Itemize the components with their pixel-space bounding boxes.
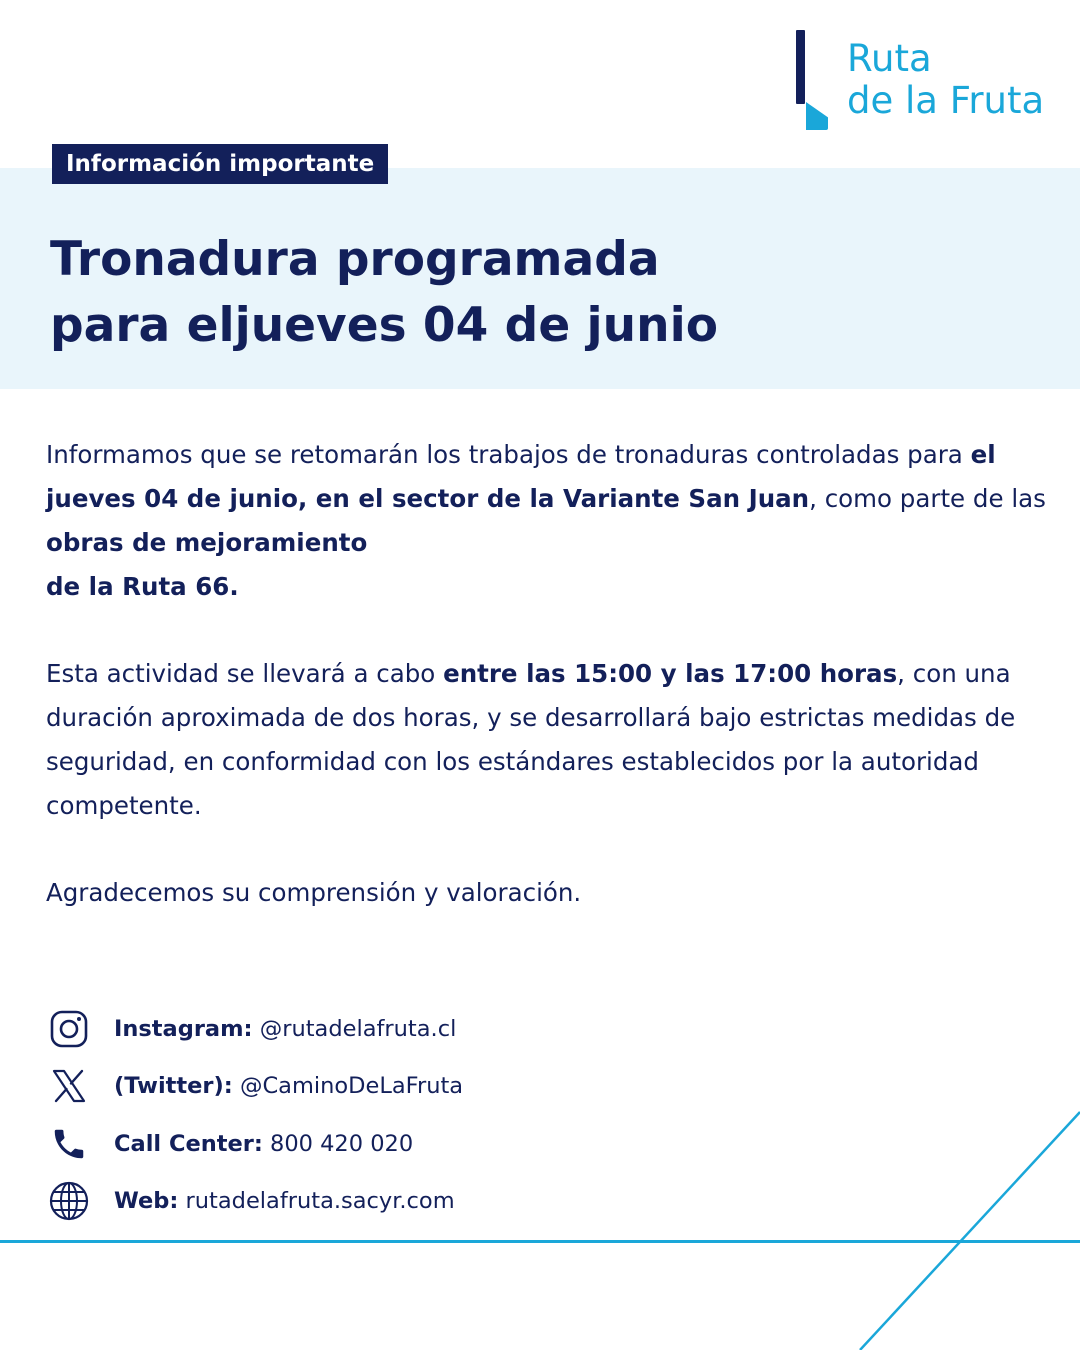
- logo-mark-bottom: [806, 102, 828, 130]
- p2-text-2: , con una duración aproximada de dos horas, y se desarrollará bajo estrictas medidas de seguridad, en conformidad con los estándares establecidos por la autoridad competente.: [46, 659, 1016, 820]
- contact-value: @CaminoDeLaFruta: [232, 1073, 464, 1100]
- x-twitter-icon: [46, 1063, 92, 1109]
- globe-icon: [46, 1178, 92, 1224]
- contact-label: Instagram:: [114, 1015, 253, 1042]
- announcement-body: [46, 433, 1046, 958]
- brand-logo: [792, 30, 1052, 130]
- contact-value: rutadelafruta.sacyr.com: [178, 1188, 455, 1215]
- paragraph-2: [46, 652, 1046, 828]
- contact-instagram-text: [114, 1016, 456, 1042]
- logo-mark-top: [796, 30, 805, 104]
- contact-label: Call Center:: [114, 1130, 263, 1157]
- p1-bold-3: de la Ruta 66.: [46, 572, 239, 601]
- contact-value: @rutadelafruta.cl: [252, 1015, 457, 1042]
- logo-line-2: de la Fruta: [847, 79, 1045, 122]
- title-line-1: Tronadura programada: [50, 232, 660, 287]
- horizontal-accent-line: [0, 1240, 1080, 1243]
- contact-twitter-text: [114, 1073, 463, 1099]
- p1-text-2: , como parte de las: [809, 484, 1046, 513]
- p1-bold-1: el jueves 04 de junio, en el sector de la Variante San Juan: [46, 440, 996, 513]
- p1-text-1: Informamos que se retomarán los trabajos de tronaduras controladas para: [46, 440, 971, 469]
- contact-list: [46, 1000, 746, 1230]
- contact-web-text: [114, 1188, 455, 1214]
- important-info-tag: Información importante: [52, 144, 388, 184]
- contact-web[interactable]: [46, 1173, 746, 1231]
- contact-instagram[interactable]: [46, 1000, 746, 1058]
- logo-line-1: Ruta: [847, 37, 932, 80]
- paragraph-1: [46, 433, 1046, 609]
- contact-call-center[interactable]: [46, 1115, 746, 1173]
- p1-bold-2: obras de mejoramiento: [46, 528, 368, 557]
- contact-twitter[interactable]: [46, 1058, 746, 1116]
- contact-value: 800 420 020: [262, 1130, 414, 1157]
- contact-call-center-text: [114, 1131, 413, 1157]
- instagram-icon: [46, 1006, 92, 1052]
- contact-label: Web:: [114, 1188, 179, 1215]
- logo-text: [847, 38, 1044, 122]
- title-line-2: para eljueves 04 de junio: [50, 298, 718, 353]
- phone-icon: [46, 1121, 92, 1167]
- p2-text-1: Esta actividad se llevará a cabo: [46, 659, 444, 688]
- contact-label: (Twitter):: [114, 1073, 233, 1100]
- paragraph-3: Agradecemos su comprensión y valoración.: [46, 878, 582, 907]
- page-title: [50, 227, 1010, 359]
- p2-bold-1: entre las 15:00 y las 17:00 horas: [443, 659, 898, 688]
